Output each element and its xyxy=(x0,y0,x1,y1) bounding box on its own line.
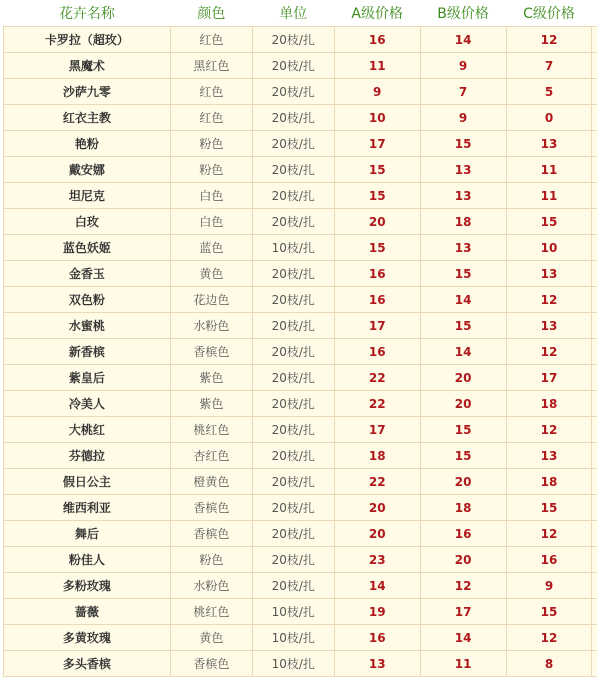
a-price-cell: 16 xyxy=(334,339,420,365)
flower-name-cell: 紫皇后 xyxy=(4,365,171,391)
b-price-cell: 20 xyxy=(420,547,506,573)
color-cell: 桃红色 xyxy=(170,599,252,625)
color-cell: 黄色 xyxy=(170,625,252,651)
row-edge-cell xyxy=(592,79,597,105)
c-price-cell: 12 xyxy=(506,625,592,651)
header-unit: 单位 xyxy=(252,0,334,27)
unit-cell: 20枝/扎 xyxy=(252,469,334,495)
row-edge-cell xyxy=(592,339,597,365)
a-price-cell: 20 xyxy=(334,495,420,521)
b-price-cell: 14 xyxy=(420,339,506,365)
row-edge-cell xyxy=(592,443,597,469)
table-row xyxy=(4,469,597,495)
c-price-cell: 15 xyxy=(506,599,592,625)
row-edge-cell xyxy=(592,391,597,417)
flower-name-cell: 蓝色妖姬 xyxy=(4,235,171,261)
row-edge-cell xyxy=(592,651,597,677)
c-price-cell: 12 xyxy=(506,287,592,313)
unit-cell: 20枝/扎 xyxy=(252,261,334,287)
a-price-cell: 23 xyxy=(334,547,420,573)
row-edge-cell xyxy=(592,53,597,79)
header-name: 花卉名称 xyxy=(4,0,171,27)
unit-cell: 20枝/扎 xyxy=(252,27,334,53)
color-cell: 粉色 xyxy=(170,157,252,183)
b-price-cell: 20 xyxy=(420,365,506,391)
flower-name-cell: 舞后 xyxy=(4,521,171,547)
color-cell: 红色 xyxy=(170,105,252,131)
flower-name-cell: 水蜜桃 xyxy=(4,313,171,339)
unit-cell: 20枝/扎 xyxy=(252,495,334,521)
b-price-cell: 20 xyxy=(420,391,506,417)
flower-name-cell: 多头香槟 xyxy=(4,651,171,677)
row-edge-cell xyxy=(592,495,597,521)
unit-cell: 20枝/扎 xyxy=(252,521,334,547)
unit-cell: 20枝/扎 xyxy=(252,105,334,131)
b-price-cell: 18 xyxy=(420,209,506,235)
a-price-cell: 14 xyxy=(334,573,420,599)
color-cell: 蓝色 xyxy=(170,235,252,261)
flower-name-cell: 芬德拉 xyxy=(4,443,171,469)
c-price-cell: 11 xyxy=(506,183,592,209)
a-price-cell: 16 xyxy=(334,287,420,313)
b-price-cell: 7 xyxy=(420,79,506,105)
flower-name-cell: 金香玉 xyxy=(4,261,171,287)
unit-cell: 20枝/扎 xyxy=(252,443,334,469)
table-row xyxy=(4,209,597,235)
c-price-cell: 0 xyxy=(506,105,592,131)
row-edge-cell xyxy=(592,365,597,391)
color-cell: 香槟色 xyxy=(170,651,252,677)
b-price-cell: 13 xyxy=(420,235,506,261)
c-price-cell: 9 xyxy=(506,573,592,599)
color-cell: 黄色 xyxy=(170,261,252,287)
b-price-cell: 14 xyxy=(420,625,506,651)
color-cell: 黑红色 xyxy=(170,53,252,79)
c-price-cell: 17 xyxy=(506,365,592,391)
c-price-cell: 15 xyxy=(506,495,592,521)
a-price-cell: 16 xyxy=(334,625,420,651)
row-edge-cell xyxy=(592,313,597,339)
table-row xyxy=(4,547,597,573)
b-price-cell: 15 xyxy=(420,313,506,339)
flower-name-cell: 红衣主教 xyxy=(4,105,171,131)
unit-cell: 20枝/扎 xyxy=(252,547,334,573)
a-price-cell: 9 xyxy=(334,79,420,105)
table-row xyxy=(4,391,597,417)
flower-name-cell: 艳粉 xyxy=(4,131,171,157)
c-price-cell: 10 xyxy=(506,235,592,261)
c-price-cell: 13 xyxy=(506,261,592,287)
b-price-cell: 15 xyxy=(420,443,506,469)
table-row xyxy=(4,651,597,677)
color-cell: 紫色 xyxy=(170,365,252,391)
color-cell: 水粉色 xyxy=(170,573,252,599)
flower-name-cell: 黑魔术 xyxy=(4,53,171,79)
color-cell: 粉色 xyxy=(170,131,252,157)
table-row xyxy=(4,79,597,105)
a-price-cell: 18 xyxy=(334,443,420,469)
color-cell: 橙黄色 xyxy=(170,469,252,495)
color-cell: 花边色 xyxy=(170,287,252,313)
c-price-cell: 18 xyxy=(506,391,592,417)
flower-name-cell: 戴安娜 xyxy=(4,157,171,183)
unit-cell: 10枝/扎 xyxy=(252,599,334,625)
a-price-cell: 17 xyxy=(334,417,420,443)
flower-name-cell: 假日公主 xyxy=(4,469,171,495)
c-price-cell: 13 xyxy=(506,131,592,157)
row-edge-cell xyxy=(592,131,597,157)
color-cell: 红色 xyxy=(170,27,252,53)
a-price-cell: 22 xyxy=(334,469,420,495)
unit-cell: 20枝/扎 xyxy=(252,53,334,79)
color-cell: 香槟色 xyxy=(170,521,252,547)
flower-name-cell: 双色粉 xyxy=(4,287,171,313)
flower-name-cell: 蔷薇 xyxy=(4,599,171,625)
table-row xyxy=(4,287,597,313)
table-row xyxy=(4,157,597,183)
header-c-price: C级价格 xyxy=(506,0,592,27)
row-edge-cell xyxy=(592,417,597,443)
a-price-cell: 22 xyxy=(334,391,420,417)
unit-cell: 20枝/扎 xyxy=(252,287,334,313)
c-price-cell: 12 xyxy=(506,27,592,53)
row-edge-cell xyxy=(592,547,597,573)
a-price-cell: 22 xyxy=(334,365,420,391)
table-row xyxy=(4,131,597,157)
a-price-cell: 16 xyxy=(334,27,420,53)
a-price-cell: 13 xyxy=(334,651,420,677)
c-price-cell: 11 xyxy=(506,157,592,183)
b-price-cell: 13 xyxy=(420,157,506,183)
flower-name-cell: 新香槟 xyxy=(4,339,171,365)
flower-name-cell: 多黄玫瑰 xyxy=(4,625,171,651)
unit-cell: 20枝/扎 xyxy=(252,183,334,209)
table-row xyxy=(4,183,597,209)
table-row xyxy=(4,573,597,599)
c-price-cell: 15 xyxy=(506,209,592,235)
c-price-cell: 13 xyxy=(506,443,592,469)
header-color: 颜色 xyxy=(170,0,252,27)
color-cell: 水粉色 xyxy=(170,313,252,339)
unit-cell: 10枝/扎 xyxy=(252,651,334,677)
table-row xyxy=(4,625,597,651)
color-cell: 白色 xyxy=(170,183,252,209)
color-cell: 香槟色 xyxy=(170,495,252,521)
table-row xyxy=(4,599,597,625)
row-edge-cell xyxy=(592,183,597,209)
unit-cell: 20枝/扎 xyxy=(252,79,334,105)
b-price-cell: 14 xyxy=(420,27,506,53)
unit-cell: 20枝/扎 xyxy=(252,573,334,599)
flower-name-cell: 卡罗拉（超玫） xyxy=(4,27,171,53)
table-row xyxy=(4,443,597,469)
color-cell: 红色 xyxy=(170,79,252,105)
color-cell: 香槟色 xyxy=(170,339,252,365)
row-edge-cell xyxy=(592,261,597,287)
table-row xyxy=(4,365,597,391)
a-price-cell: 15 xyxy=(334,157,420,183)
b-price-cell: 9 xyxy=(420,53,506,79)
row-edge-cell xyxy=(592,521,597,547)
b-price-cell: 16 xyxy=(420,521,506,547)
table-body xyxy=(4,27,597,677)
unit-cell: 10枝/扎 xyxy=(252,235,334,261)
table-row xyxy=(4,313,597,339)
flower-name-cell: 大桃红 xyxy=(4,417,171,443)
c-price-cell: 7 xyxy=(506,53,592,79)
flower-name-cell: 白玫 xyxy=(4,209,171,235)
row-edge-cell xyxy=(592,27,597,53)
unit-cell: 20枝/扎 xyxy=(252,417,334,443)
a-price-cell: 15 xyxy=(334,183,420,209)
color-cell: 杏红色 xyxy=(170,443,252,469)
b-price-cell: 15 xyxy=(420,417,506,443)
row-edge-cell xyxy=(592,235,597,261)
table-row xyxy=(4,521,597,547)
unit-cell: 20枝/扎 xyxy=(252,157,334,183)
c-price-cell: 18 xyxy=(506,469,592,495)
b-price-cell: 18 xyxy=(420,495,506,521)
c-price-cell: 12 xyxy=(506,339,592,365)
color-cell: 粉色 xyxy=(170,547,252,573)
c-price-cell: 16 xyxy=(506,547,592,573)
header-row xyxy=(4,0,597,27)
b-price-cell: 13 xyxy=(420,183,506,209)
table-row xyxy=(4,339,597,365)
c-price-cell: 5 xyxy=(506,79,592,105)
a-price-cell: 19 xyxy=(334,599,420,625)
unit-cell: 20枝/扎 xyxy=(252,365,334,391)
table-row xyxy=(4,495,597,521)
b-price-cell: 12 xyxy=(420,573,506,599)
flower-name-cell: 坦尼克 xyxy=(4,183,171,209)
table-row xyxy=(4,53,597,79)
table-row xyxy=(4,235,597,261)
flower-name-cell: 多粉玫瑰 xyxy=(4,573,171,599)
a-price-cell: 11 xyxy=(334,53,420,79)
unit-cell: 20枝/扎 xyxy=(252,391,334,417)
row-edge-cell xyxy=(592,287,597,313)
row-edge-cell xyxy=(592,625,597,651)
table-row xyxy=(4,27,597,53)
c-price-cell: 13 xyxy=(506,313,592,339)
row-edge-cell xyxy=(592,209,597,235)
row-edge-cell xyxy=(592,469,597,495)
a-price-cell: 15 xyxy=(334,235,420,261)
a-price-cell: 17 xyxy=(334,131,420,157)
header-a-price: A级价格 xyxy=(334,0,420,27)
flower-name-cell: 冷美人 xyxy=(4,391,171,417)
b-price-cell: 14 xyxy=(420,287,506,313)
flower-name-cell: 粉佳人 xyxy=(4,547,171,573)
table-row xyxy=(4,417,597,443)
unit-cell: 20枝/扎 xyxy=(252,313,334,339)
color-cell: 紫色 xyxy=(170,391,252,417)
row-edge-cell xyxy=(592,573,597,599)
c-price-cell: 12 xyxy=(506,521,592,547)
b-price-cell: 15 xyxy=(420,131,506,157)
unit-cell: 10枝/扎 xyxy=(252,625,334,651)
unit-cell: 20枝/扎 xyxy=(252,339,334,365)
c-price-cell: 12 xyxy=(506,417,592,443)
color-cell: 桃红色 xyxy=(170,417,252,443)
a-price-cell: 16 xyxy=(334,261,420,287)
b-price-cell: 17 xyxy=(420,599,506,625)
a-price-cell: 10 xyxy=(334,105,420,131)
b-price-cell: 20 xyxy=(420,469,506,495)
unit-cell: 20枝/扎 xyxy=(252,209,334,235)
price-table xyxy=(3,0,597,677)
b-price-cell: 15 xyxy=(420,261,506,287)
flower-name-cell: 沙萨九零 xyxy=(4,79,171,105)
row-edge-cell xyxy=(592,157,597,183)
table-row xyxy=(4,105,597,131)
row-edge-cell xyxy=(592,105,597,131)
flower-name-cell: 维西利亚 xyxy=(4,495,171,521)
row-edge-cell xyxy=(592,599,597,625)
c-price-cell: 8 xyxy=(506,651,592,677)
a-price-cell: 17 xyxy=(334,313,420,339)
header-b-price: B级价格 xyxy=(420,0,506,27)
b-price-cell: 11 xyxy=(420,651,506,677)
header-edge xyxy=(592,0,597,27)
unit-cell: 20枝/扎 xyxy=(252,131,334,157)
a-price-cell: 20 xyxy=(334,521,420,547)
table-row xyxy=(4,261,597,287)
color-cell: 白色 xyxy=(170,209,252,235)
b-price-cell: 9 xyxy=(420,105,506,131)
a-price-cell: 20 xyxy=(334,209,420,235)
